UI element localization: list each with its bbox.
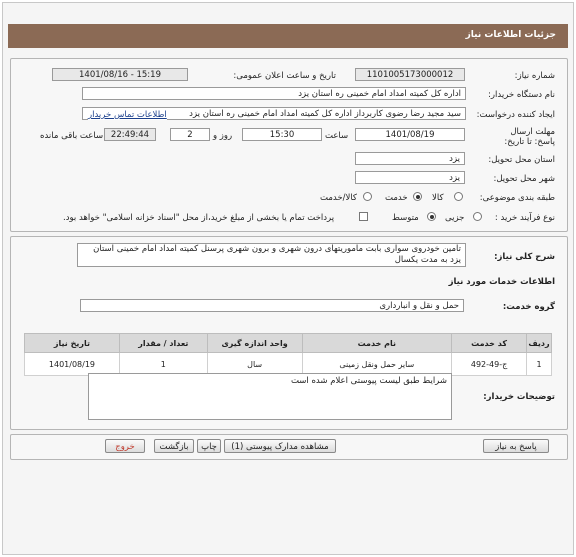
- payment-note: پرداخت تمام یا بخشی از مبلغ خرید،از محل "اسناد خزانه اسلامی" خواهد بود.: [63, 213, 335, 223]
- days-field: 2: [170, 128, 210, 141]
- reply-button[interactable]: پاسخ به نیاز: [483, 439, 549, 453]
- province-field: یزد: [355, 152, 465, 165]
- need-number-label: شماره نیاز:: [514, 71, 555, 81]
- cell-need-date: 1401/08/19: [25, 353, 120, 376]
- deadline-label: مهلت ارسال پاسخ: تا تاریخ:: [504, 127, 555, 147]
- deadline-time-label: ساعت: [325, 131, 349, 141]
- process-option-minor: جزیی: [445, 213, 465, 223]
- province-label: استان محل تحویل:: [488, 155, 555, 165]
- process-radio-minor[interactable]: [473, 212, 482, 221]
- cell-service-name: سایر حمل ونقل زمینی: [302, 353, 452, 376]
- buyer-notes-label: توضیحات خریدار:: [483, 392, 555, 402]
- deadline-time-field: 15:30: [242, 128, 322, 141]
- process-label: نوع فرآیند خرید :: [494, 213, 555, 223]
- announce-field: 1401/08/16 - 15:19: [52, 68, 188, 81]
- requester-label: ایجاد کننده درخواست:: [476, 110, 555, 120]
- remaining-time-label: ساعت باقی مانده: [40, 131, 104, 141]
- category-option-service: خدمت: [385, 193, 408, 203]
- category-radio-goods-service[interactable]: [363, 192, 372, 201]
- requester-value: سید مجید رضا رضوی کاربرداز اداره کل کمیته امداد امام خمینی ره استان یزد: [189, 109, 461, 119]
- category-option-goods: کالا: [432, 193, 444, 203]
- service-group-label: گروه خدمت:: [502, 302, 555, 312]
- cell-row-number: 1: [527, 353, 552, 376]
- announce-label: تاریخ و ساعت اعلان عمومی:: [233, 71, 336, 81]
- buyer-notes-value: شرایط طبق لیست پیوستی اعلام شده است: [290, 376, 447, 386]
- col-header-service-code: کد خدمت: [452, 334, 527, 353]
- cell-service-code: ج-49-492: [452, 353, 527, 376]
- process-option-medium: متوسط: [392, 213, 419, 223]
- view-attachments-button[interactable]: مشاهده مدارک پیوستی (1): [224, 439, 336, 453]
- city-field: یزد: [355, 171, 465, 184]
- category-option-goods-service: کالا/خدمت: [320, 193, 357, 203]
- need-number-field: 1101005173000012: [355, 68, 465, 81]
- page-title: جزئیات اطلاعات نیاز: [465, 30, 556, 40]
- print-button[interactable]: چاپ: [197, 439, 221, 453]
- process-radio-medium[interactable]: [427, 212, 436, 221]
- summary-field: تأمین خودروی سواری بابت مأموریتهای درون شهری و برون شهری پرسنل کمیته امداد امام خمینی استان یزد به مدت یکسال: [77, 243, 466, 267]
- services-info-title: اطلاعات خدمات مورد نیاز: [448, 277, 555, 287]
- days-label: روز و: [213, 131, 233, 141]
- page-header: [8, 24, 568, 48]
- city-label: شهر محل تحویل:: [493, 174, 555, 184]
- col-header-row-number: ردیف: [527, 334, 552, 353]
- service-group-field: حمل و نقل و انبارداری: [80, 299, 464, 312]
- table-header-row: [25, 334, 552, 353]
- col-header-need-date: تاریخ نیاز: [25, 334, 120, 353]
- need-info-panel: [10, 58, 568, 232]
- cell-quantity: 1: [119, 353, 207, 376]
- col-header-unit: واحد اندازه گیری: [207, 334, 302, 353]
- cell-unit: سال: [207, 353, 302, 376]
- buyer-notes-field: [88, 373, 452, 420]
- exit-button[interactable]: خروج: [105, 439, 145, 453]
- remaining-time-field: 22:49:44: [104, 128, 156, 141]
- col-header-service-name: نام خدمت: [302, 334, 452, 353]
- buyer-contact-link[interactable]: اطلاعات تماس خریدار: [88, 110, 167, 120]
- buyer-org-label: نام دستگاه خریدار:: [488, 90, 555, 100]
- payment-checkbox[interactable]: [359, 212, 368, 221]
- summary-label: شرح کلی نیاز:: [494, 252, 555, 262]
- deadline-date-field: 1401/08/19: [355, 128, 465, 141]
- category-radio-service[interactable]: [413, 192, 422, 201]
- buyer-org-field: اداره کل کمیته امداد امام خمینی ره استان یزد: [82, 87, 466, 100]
- category-label: طبقه بندی موضوعی:: [479, 193, 555, 203]
- col-header-quantity: تعداد / مقدار: [119, 334, 207, 353]
- category-radio-goods[interactable]: [454, 192, 463, 201]
- services-table: [24, 333, 552, 376]
- back-button[interactable]: بازگشت: [154, 439, 194, 453]
